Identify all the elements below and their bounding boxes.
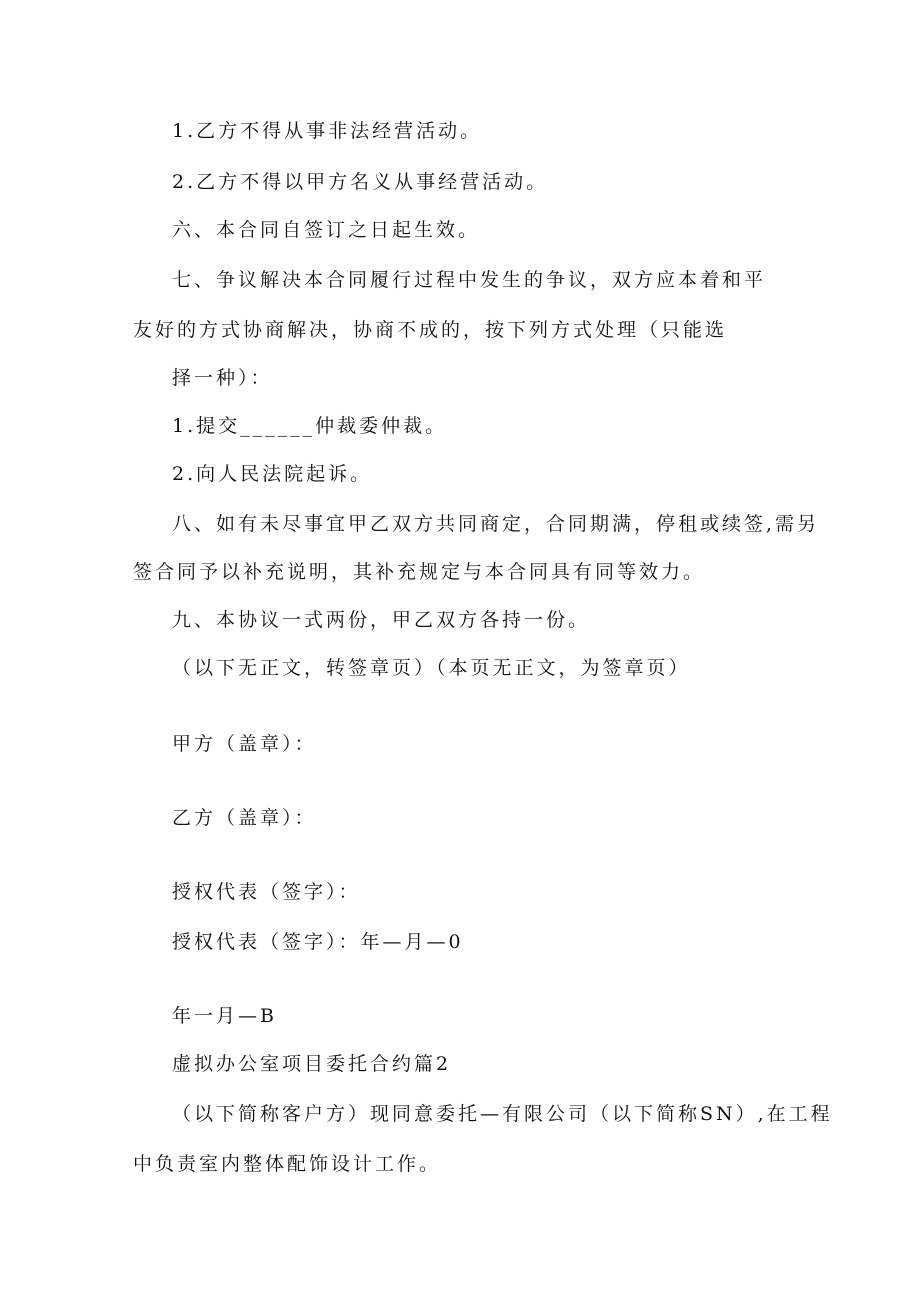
- authorized-rep-line: 授权代表（签字）：: [172, 881, 361, 903]
- clause-line: 2.向人民法院起诉。: [172, 463, 373, 485]
- clause-line: 七、争议解决本合同履行过程中发生的争议，双方应本着和平: [172, 269, 767, 291]
- clause-line: 1.乙方不得从事非法经营活动。: [172, 120, 483, 142]
- clause-line: 签合同予以补充说明，其补充规定与本合同具有同等效力。: [133, 561, 706, 583]
- clause-line: 1.提交______仲裁委仲裁。: [172, 415, 448, 437]
- signature-line-party-b: 乙方（盖章）：: [172, 807, 317, 829]
- clause-line: （以下无正文，转签章页）（本页无正文，为签章页）: [172, 657, 691, 679]
- clause-line: 六、本合同自签订之日起生效。: [172, 219, 481, 241]
- signature-line-party-a: 甲方（盖章）：: [172, 733, 317, 755]
- clause-line: 八、如有未尽事宜甲乙双方共同商定，合同期满，停租或续签,需另: [172, 513, 820, 535]
- clause-line: 友好的方式协商解决，协商不成的，按下列方式处理（只能选: [133, 319, 728, 341]
- date-line: 年一月—B: [172, 1005, 277, 1027]
- authorized-rep-date-line: 授权代表（签字）：年—月—0: [172, 931, 464, 953]
- paragraph-line: （以下简称客户方）现同意委托—有限公司（以下简称SN）,在工程: [172, 1103, 833, 1125]
- clause-line: 九、本协议一式两份，甲乙双方各持一份。: [172, 609, 591, 631]
- clause-line: 2.乙方不得以甲方名义从事经营活动。: [172, 171, 549, 193]
- paragraph-line: 中负责室内整体配饰设计工作。: [133, 1153, 442, 1175]
- section-heading: 虚拟办公室项目委托合约篇2: [172, 1053, 452, 1075]
- clause-line: 择一种）：: [172, 367, 273, 389]
